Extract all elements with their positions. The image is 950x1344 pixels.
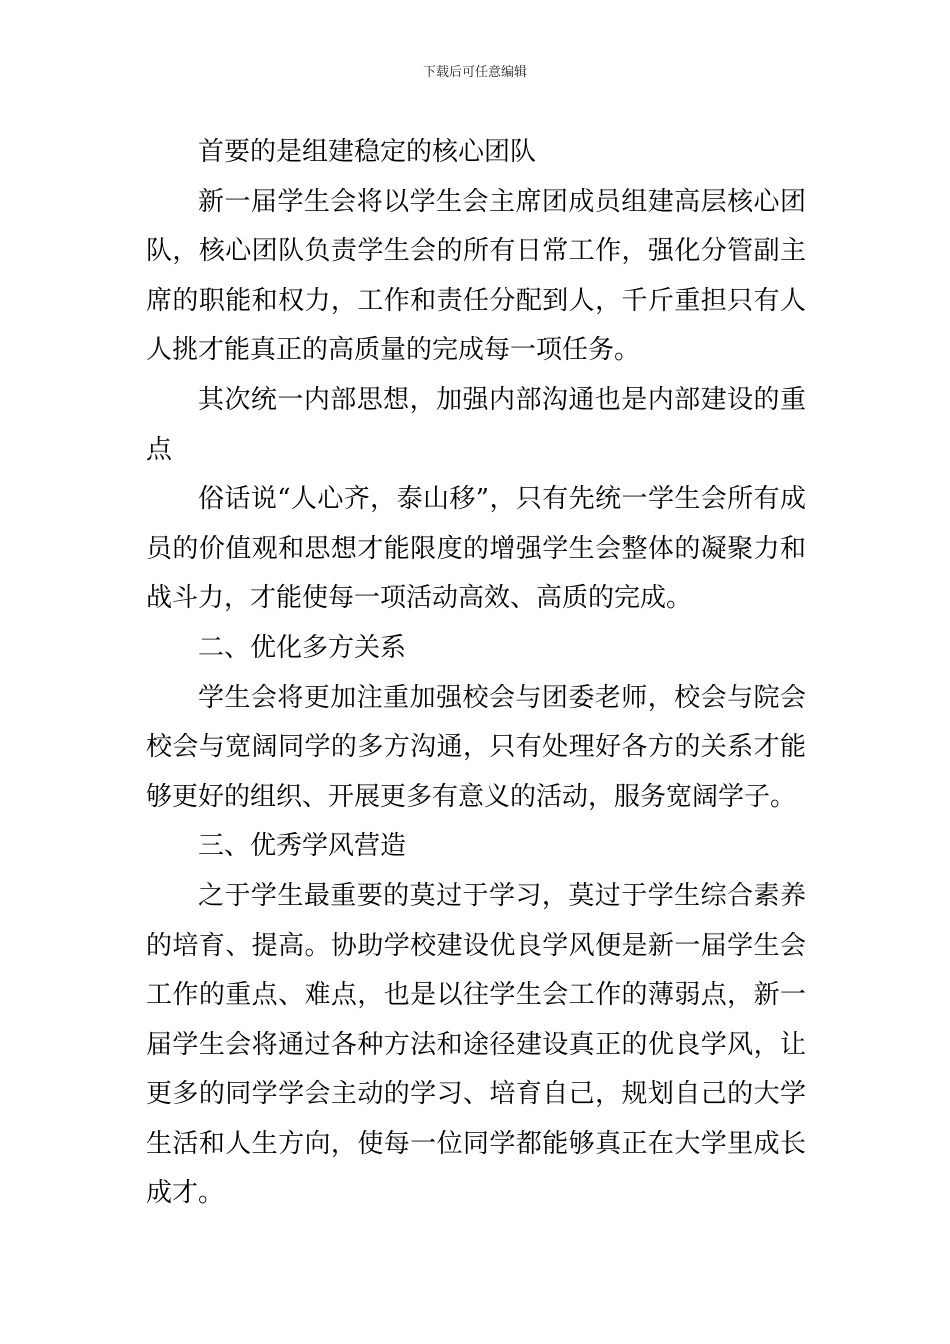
section-heading-study-atmosphere: 三、优秀学风营造 <box>198 831 407 862</box>
section-heading-relations: 二、优化多方关系 <box>198 632 407 663</box>
paragraph-core-team-body: 新一届学生会将以学生会主席团成员组建高层核心团队，核心团队负责学生会的所有日常工作，强化分管副主席的职能和权力，工作和责任分配到人，千斤重担只有人人挑才能真正的高质量的完成每一项任务。 <box>146 186 806 366</box>
paragraph-internal-communication-body: 俗话说“人心齐，泰山移”，只有先统一学生会所有成员的价值观和思想才能限度的增强学生会整体的凝聚力和战斗力，才能使每一项活动高效、高质的完成。 <box>146 484 806 614</box>
paragraph-study-atmosphere-body: 之于学生最重要的莫过于学习，莫过于学生综合素养的培育、提高。协助学校建设优良学风便是新一届学生会工作的重点、难点，也是以往学生会工作的薄弱点，新一届学生会将通过各种方法和途径建设真正的优良学风，让更多的同学学会主动的学习、培育自己，规划自己的大学生活和人生方向，使每一位同学都能够真正在大学里成长成才。 <box>146 880 806 1209</box>
paragraph-relations-body: 学生会将更加注重加强校会与团委老师，校会与院会校会与宽阔同学的多方沟通，只有处理好各方的关系才能够更好的组织、开展更多有意义的活动，服务宽阔学子。 <box>146 682 806 812</box>
paragraph-core-team-heading: 首要的是组建稳定的核心团队 <box>198 137 537 167</box>
page-header-note: 下载后可任意编辑 <box>422 65 527 80</box>
paragraph-internal-communication-heading: 其次统一内部思想，加强内部沟通也是内部建设的重点 <box>146 384 806 465</box>
document-body <box>146 128 806 1219</box>
